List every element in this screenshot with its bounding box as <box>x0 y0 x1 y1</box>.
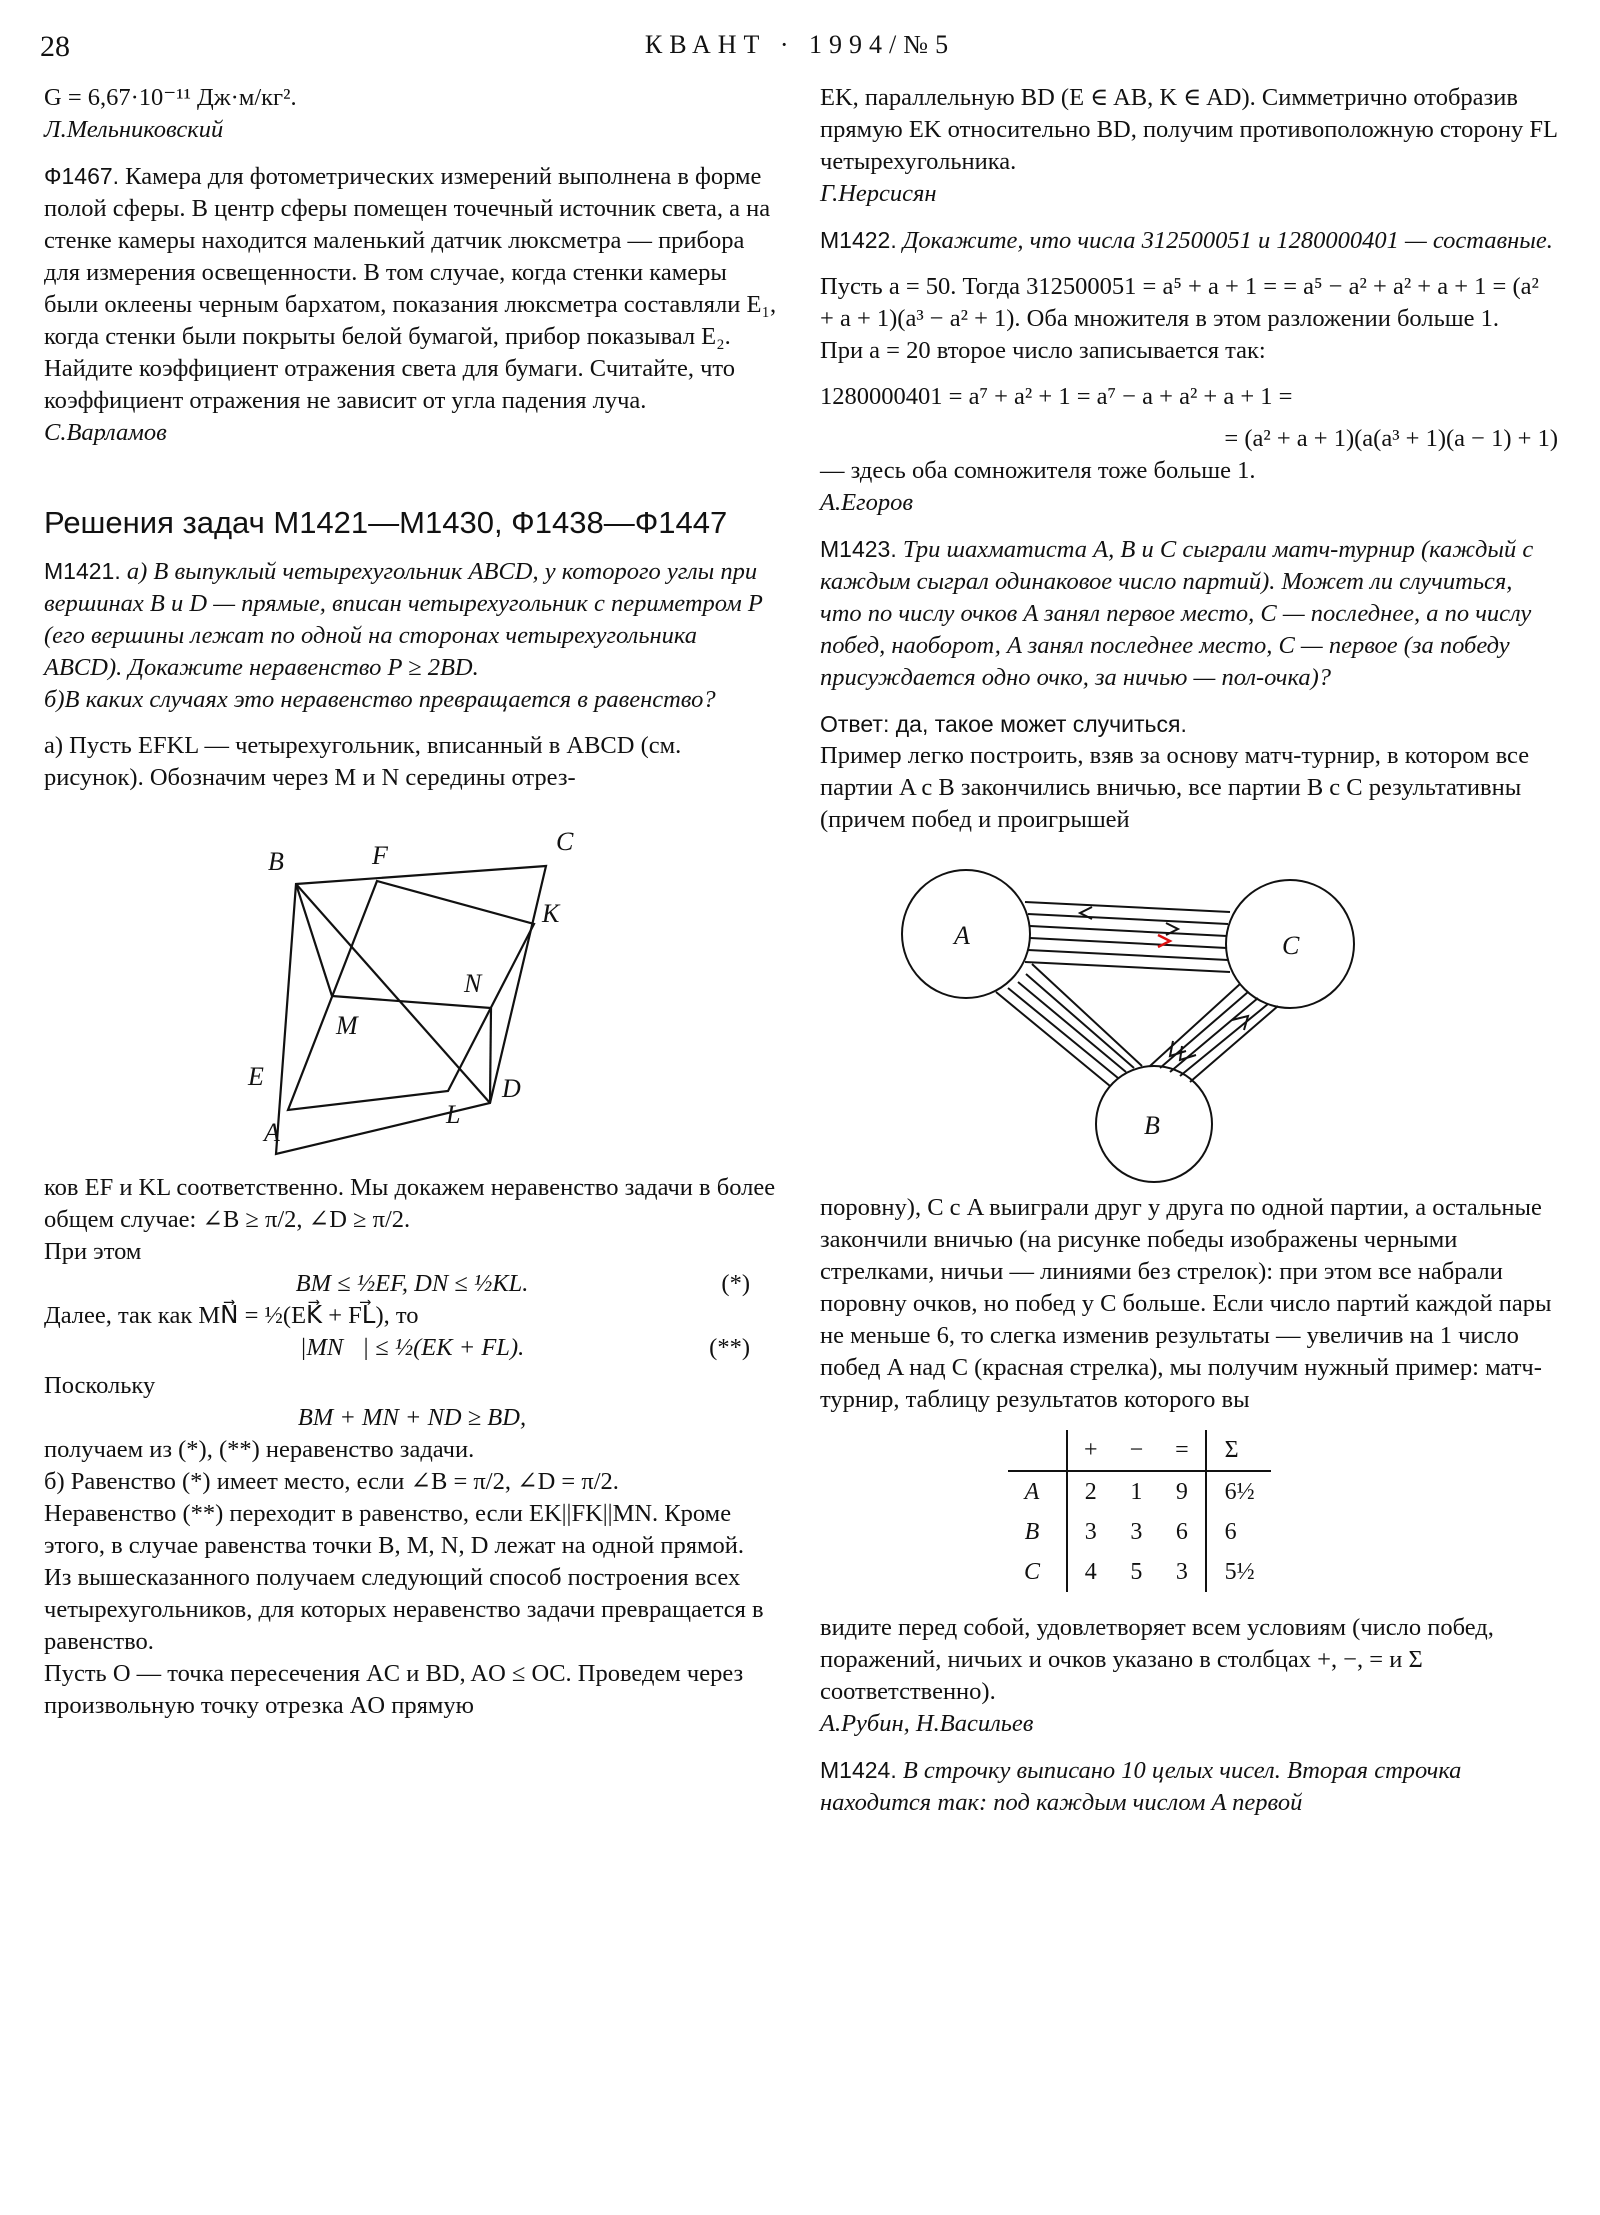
label-b: B <box>268 847 284 876</box>
corner-cell <box>1008 1430 1067 1471</box>
label-c: C <box>556 827 574 856</box>
points-cell: 5½ <box>1206 1552 1271 1592</box>
solution-a: а) Пусть EFKL — четырехугольник, вписанный в ABCD (см. рисунок). Обозначим через M и N середины отрез- <box>44 732 682 791</box>
label-c: C <box>1282 931 1300 960</box>
problem-m1421 <box>44 555 780 684</box>
solution-text: Далее, так как MN⃗ = ½(EK⃗ + FL⃗), то <box>44 1302 419 1329</box>
problem-number: М1421. <box>44 558 121 584</box>
player-cell: A <box>1008 1471 1067 1512</box>
points-cell: 6 <box>1206 1512 1271 1552</box>
label-e: E <box>248 1062 264 1091</box>
problem-number: М1424. <box>820 1757 897 1783</box>
tournament-diagram <box>820 846 1558 1186</box>
label-f: F <box>372 841 388 870</box>
wins-cell: 2 <box>1084 1479 1097 1505</box>
author: Л.Мельниковский <box>44 116 224 143</box>
draws-cell: 3 <box>1175 1559 1188 1585</box>
solution-text: При этом <box>44 1238 142 1265</box>
label-a: A <box>264 1118 280 1147</box>
losses-cell: 3 <box>1130 1519 1143 1545</box>
author: А.Рубин, Н.Васильев <box>820 1710 1034 1737</box>
solution-text: видите перед собой, удовлетворяет всем условиям (число побед, поражений, ничьих и очков указано в столбцах +, −, = и Σ соответственно). <box>820 1614 1494 1705</box>
solution-continued: EK, параллельную BD (E ∈ AB, K ∈ AD). Симметрично отобразив прямую EK относительно BD, получим противоположную сторону FL четырехугольника. <box>820 84 1558 175</box>
formula: = (a² + a + 1)(a(a³ + 1)(a − 1) + 1) <box>1224 425 1558 452</box>
label-d: D <box>502 1074 521 1103</box>
formula: BM ≤ ½EF, DN ≤ ½KL. <box>295 1270 529 1297</box>
column-header: = <box>1159 1430 1206 1471</box>
solution-text: Поскольку <box>44 1372 156 1399</box>
problem-text: Докажите, что числа 312500051 и 1280000401 — составные. <box>902 227 1553 254</box>
page-number: 28 <box>40 30 70 63</box>
solution-text: — здесь оба сомножителя тоже больше 1. <box>820 457 1256 484</box>
solution-text: Неравенство (**) переходит в равенство, если EK||FK||MN. Кроме этого, в случае равенства точки B, M, N, D лежат на одной прямой. <box>44 1500 744 1559</box>
equation-tag: (*) <box>721 1270 750 1297</box>
formula: |MN⃗| ≤ ½(EK + FL). <box>299 1334 525 1361</box>
diagonal-bd <box>296 884 490 1103</box>
formula: BM + MN + ND ≥ BD, <box>297 1404 527 1431</box>
segment-bm <box>296 884 332 996</box>
problem-number: М1423. <box>820 536 897 562</box>
formula: 1280000401 = a⁷ + a² + 1 = a⁷ − a + a² + a + 1 = <box>820 383 1293 410</box>
table-row <box>1008 1471 1271 1512</box>
segment-nd <box>490 1008 491 1103</box>
label-b: B <box>1144 1111 1160 1140</box>
solution-text: получаем из (*), (**) неравенство задачи. <box>44 1436 475 1463</box>
column-header: − <box>1114 1430 1160 1471</box>
games-a-b <box>996 964 1142 1086</box>
table-row <box>1008 1552 1271 1592</box>
solution-text: При a = 20 второе число записывается так: <box>820 337 1266 364</box>
wins-cell: 3 <box>1084 1519 1097 1545</box>
table-header-row <box>1008 1430 1271 1471</box>
section-title: Решения задач М1421—М1430, Ф1438—Ф1447 <box>44 505 728 540</box>
solution-continued: поровну), C с A выиграли друг у друга по одной партии, а остальные закончили вничью (на рисунке победы изображены черными стрелками, ничьи — линиями без стрелок): при этом все набрали поровну очков, но побед у C больше. Если число партий каждой пары не меньше 6, то слегка изменив результаты — увеличив на 1 число побед A над C (красная стрелка), мы получим нужный пример: матч-турнир, таблицу результатов которого вы <box>820 1194 1552 1413</box>
points-cell: 6½ <box>1206 1471 1271 1512</box>
answer: Ответ: да, такое может случиться. <box>820 711 1187 737</box>
solution-text: Пусть a = 50. Тогда 312500051 = a⁵ + a + 1 = = a⁵ − a² + a² + a + 1 = (a² + a + 1)(a³ − a² + 1). Оба множителя в этом разложении больше 1. <box>820 273 1539 332</box>
label-n: N <box>464 969 482 998</box>
label-l: L <box>446 1100 461 1129</box>
losses-cell: 5 <box>1130 1559 1143 1585</box>
column-header: + <box>1067 1430 1114 1471</box>
quad-abcd <box>276 866 546 1154</box>
table-row <box>1008 1512 1271 1552</box>
player-cell: C <box>1008 1552 1067 1592</box>
games-a-c <box>1025 902 1230 972</box>
quadrilateral-figure <box>44 796 780 1166</box>
problem-text: Три шахматиста A, B и C сыграли матч-турнир (каждый с каждым сыграл одинаковое число партий). Может ли случиться, что по числу очков A занял первое место, C — последнее, а по числу побед, наоборот, A занял последнее место, C — первое (за победу присуждается одно очко, за ничью — пол-очка)? <box>820 536 1534 691</box>
column-header: Σ <box>1206 1430 1271 1471</box>
problem-f1467 <box>44 160 780 417</box>
results-table <box>1008 1430 1271 1592</box>
solution-text: Из вышесказанного получаем следующий способ построения всех четырехугольников, для которых неравенство задачи превращается в равенство. <box>44 1564 764 1655</box>
problem-m1424 <box>820 1754 1558 1819</box>
inequality-double-star <box>44 1332 780 1364</box>
label-m: M <box>336 1011 358 1040</box>
left-column <box>44 82 780 1722</box>
author: А.Егоров <box>820 489 913 516</box>
solution-b: б) Равенство (*) имеет место, если ∠B = π/2, ∠D = π/2. <box>44 1468 619 1495</box>
label-a: A <box>954 921 970 950</box>
player-cell: B <box>1008 1512 1067 1552</box>
problem-m1423 <box>820 533 1558 694</box>
right-column <box>820 82 1558 1819</box>
label-k: K <box>542 899 560 928</box>
problem-m1422 <box>820 224 1558 257</box>
journal-title: КВАНТ · 1994/№5 <box>644 30 956 59</box>
wins-cell: 4 <box>1084 1559 1097 1585</box>
draws-cell: 6 <box>1175 1519 1188 1545</box>
solution-text: Пусть O — точка пересечения AC и BD, AO ≤ OC. Проведем через произвольную точку отрезка AO прямую <box>44 1660 744 1719</box>
author: Г.Нерсисян <box>820 180 937 207</box>
problem-text: Камера для фотометрических измерений выполнена в форме полой сферы. В центр сферы помещен точечный источник света, а на стенке камеры находится маленький датчик люксметра — прибора для измерения освещенности. В том случае, когда стенки камеры были оклеены черным бархатом, показания люксметра составляли E₁, когда стенки были покрыты белой бумагой, прибор показывал E₂. Найдите коэффициент отражения света для бумаги. Считайте, что коэффициент отражения не зависит от угла падения луча. <box>44 163 777 414</box>
losses-cell: 1 <box>1130 1479 1143 1505</box>
page-header <box>40 30 1560 70</box>
gravity-constant: G = 6,67·10⁻¹¹ Дж·м/кг². <box>44 84 297 111</box>
problem-part-b: б)В каких случаях это неравенство превращается в равенство? <box>44 686 716 713</box>
equation-tag: (**) <box>709 1334 750 1361</box>
inequality-star <box>44 1268 780 1300</box>
author: С.Варламов <box>44 419 167 446</box>
solution-continued: ков EF и KL соответственно. Мы докажем неравенство задачи в более общем случае: ∠B ≥ π/2, ∠D ≥ π/2. <box>44 1174 776 1233</box>
problem-number: Ф1467. <box>44 163 120 189</box>
solution-text: Пример легко построить, взяв за основу матч-турнир, в котором все партии A с B закончились вничью, все партии B с C результативны (причем побед и проигрышей <box>820 742 1530 833</box>
problem-number: М1422. <box>820 227 897 253</box>
draws-cell: 9 <box>1175 1479 1188 1505</box>
problem-text: а) В выпуклый четырехугольник ABCD, у которого углы при вершинах B и D — прямые, вписан четырехугольник с периметром P (его вершины лежат по одной на сторонах четырехугольника ABCD). Докажите неравенство P ≥ 2BD. <box>44 558 763 681</box>
problem-text: В строчку выписано 10 целых чисел. Вторая строчка находится так: под каждым числом A первой <box>820 1757 1462 1816</box>
